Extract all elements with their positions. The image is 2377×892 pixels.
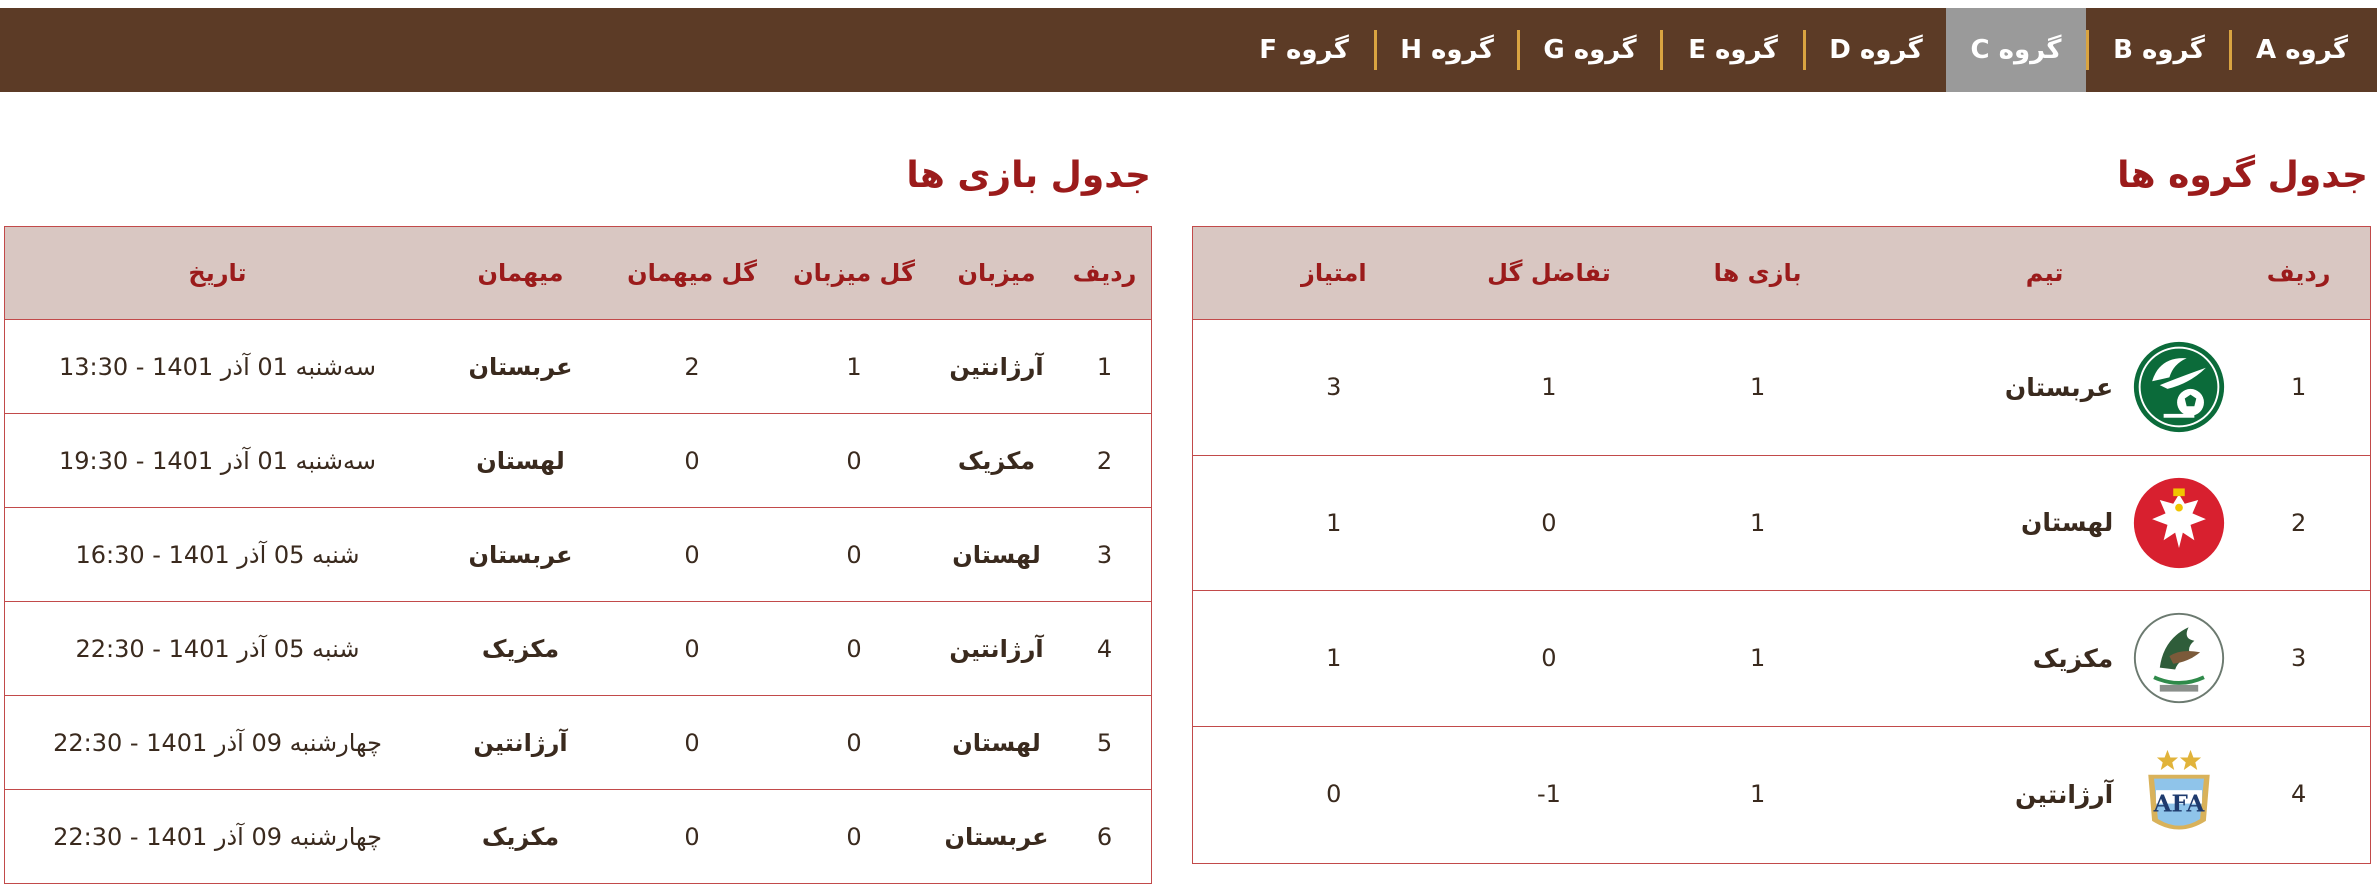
header-date: تاریخ	[188, 259, 247, 287]
host-cell: آرژانتین	[949, 634, 1044, 663]
host-goals-cell: 0	[846, 634, 862, 663]
tab-label: گروه B	[2113, 35, 2205, 65]
table-header-row	[1193, 227, 2370, 320]
table-row	[5, 508, 1151, 602]
host-cell: آرژانتین	[949, 352, 1044, 381]
matches-table-title: جدول بازی ها	[906, 155, 1151, 196]
date-cell	[5, 508, 430, 601]
goal-diff-cell: 0	[1541, 644, 1557, 673]
goal-diff-cell: 0	[1541, 508, 1557, 537]
team-name: عربستان	[2004, 372, 2114, 402]
guest-cell: لهستان	[476, 446, 565, 475]
team-cell	[1862, 456, 2227, 591]
host-cell: لهستان	[952, 540, 1041, 569]
tab-label: گروه A	[2256, 35, 2348, 65]
argentina-logo-icon	[2131, 746, 2227, 842]
date-cell	[5, 320, 430, 413]
host-goals-cell: 1	[846, 352, 862, 381]
table-row	[5, 414, 1151, 508]
played-cell: 1	[1749, 373, 1766, 402]
team-cell	[1862, 591, 2227, 726]
guest-goals-cell: 2	[684, 352, 700, 381]
guest-goals-cell: 0	[684, 634, 700, 663]
played-cell: 1	[1749, 508, 1766, 537]
tab-label: گروه G	[1543, 35, 1637, 65]
tab-label: گروه E	[1688, 35, 1778, 65]
tab-group-e[interactable]	[1663, 8, 1803, 92]
rank-cell: 1	[2290, 373, 2307, 402]
guest-cell: عربستان	[468, 352, 573, 381]
host-cell: مکزیک	[957, 446, 1036, 475]
groups-table-title: جدول گروه ها	[2117, 155, 2368, 196]
host-cell: عربستان	[944, 823, 1049, 851]
guest-cell: آرژانتین	[473, 728, 568, 757]
host-goals-cell: 0	[846, 540, 862, 569]
header-host: میزبان	[957, 259, 1036, 287]
table-row	[1193, 456, 2370, 592]
rank-cell: 1	[1096, 352, 1113, 381]
rank-cell: 5	[1096, 728, 1113, 757]
points-cell: 0	[1326, 780, 1342, 809]
rank-cell: 4	[1096, 634, 1113, 663]
tab-group-c[interactable]	[1946, 8, 2086, 92]
host-goals-cell: 0	[846, 728, 862, 757]
mexico-logo-icon	[2131, 610, 2227, 706]
played-cell: 1	[1749, 780, 1766, 809]
table-header-row	[5, 227, 1151, 320]
date-text: چهارشنبه 09 آذر 1401 - 22:30	[53, 823, 382, 851]
table-row	[5, 320, 1151, 414]
header-points: امتیاز	[1301, 259, 1367, 287]
host-goals-cell: 0	[846, 823, 862, 851]
svg-text:AFA: AFA	[2153, 790, 2205, 818]
header-goal-diff: تفاضل گل	[1487, 259, 1611, 287]
date-text: سه‌شنبه 01 آذر 1401 - 19:30	[59, 446, 376, 475]
guest-goals-cell: 0	[684, 446, 700, 475]
table-row	[5, 790, 1151, 884]
rank-cell: 6	[1096, 823, 1113, 851]
table-row	[1193, 591, 2370, 727]
table-row	[1193, 727, 2370, 863]
date-cell	[5, 414, 430, 507]
goal-diff-cell: 1	[1541, 373, 1557, 402]
group-tab-bar	[0, 8, 2377, 92]
header-rank: ردیف	[2266, 259, 2331, 287]
table-row	[5, 696, 1151, 790]
header-rank: ردیف	[1072, 259, 1137, 287]
tab-label: گروه H	[1400, 35, 1494, 65]
tab-group-g[interactable]	[1520, 8, 1660, 92]
date-text: سه‌شنبه 01 آذر 1401 - 13:30	[59, 352, 376, 381]
team-cell	[1862, 320, 2227, 455]
host-goals-cell: 0	[846, 446, 862, 475]
team-name: آرژانتین	[2015, 779, 2114, 809]
tab-group-f[interactable]	[1234, 8, 1374, 92]
guest-cell: مکزیک	[481, 634, 560, 663]
header-played: بازی ها	[1713, 259, 1802, 287]
tab-group-h[interactable]	[1377, 8, 1517, 92]
team-name: لهستان	[2020, 508, 2114, 538]
points-cell: 1	[1326, 508, 1342, 537]
table-row	[5, 602, 1151, 696]
date-cell	[5, 602, 430, 695]
table-row	[1193, 320, 2370, 456]
header-host-goals: گل میزبان	[793, 259, 915, 287]
poland-logo-icon	[2131, 475, 2227, 571]
header-team: تیم	[2025, 259, 2064, 287]
team-cell	[1862, 727, 2227, 863]
header-guest: میهمان	[477, 259, 564, 287]
guest-cell: مکزیک	[481, 823, 560, 851]
points-cell: 3	[1326, 373, 1342, 402]
rank-cell: 2	[1096, 446, 1113, 475]
tab-label: گروه C	[1970, 35, 2062, 65]
date-text: شنبه 05 آذر 1401 - 16:30	[75, 540, 360, 569]
goal-diff-cell: 1-	[1536, 780, 1561, 809]
tab-label: گروه F	[1259, 35, 1349, 65]
guest-goals-cell: 0	[684, 540, 700, 569]
matches-table	[4, 226, 1152, 884]
group-standings-table	[1192, 226, 2371, 864]
tab-label: گروه D	[1829, 35, 1923, 65]
host-cell: لهستان	[952, 728, 1041, 757]
saudi-arabia-logo-icon	[2131, 339, 2227, 435]
date-text: شنبه 05 آذر 1401 - 22:30	[75, 634, 360, 663]
header-guest-goals: گل میهمان	[627, 259, 757, 287]
rank-cell: 4	[2290, 780, 2307, 809]
tab-group-d[interactable]	[1806, 8, 1946, 92]
played-cell: 1	[1749, 644, 1766, 673]
rank-cell: 2	[2290, 508, 2307, 537]
guest-cell: عربستان	[468, 540, 573, 569]
points-cell: 1	[1326, 644, 1342, 673]
guest-goals-cell: 0	[684, 728, 700, 757]
tab-group-a[interactable]	[2232, 8, 2372, 92]
tab-group-b[interactable]	[2089, 8, 2229, 92]
date-text: چهارشنبه 09 آذر 1401 - 22:30	[53, 728, 382, 757]
team-name: مکزیک	[2032, 643, 2114, 673]
rank-cell: 3	[1096, 540, 1113, 569]
rank-cell: 3	[2290, 644, 2307, 673]
date-cell	[5, 790, 430, 884]
date-cell	[5, 696, 430, 789]
guest-goals-cell: 0	[684, 823, 700, 851]
